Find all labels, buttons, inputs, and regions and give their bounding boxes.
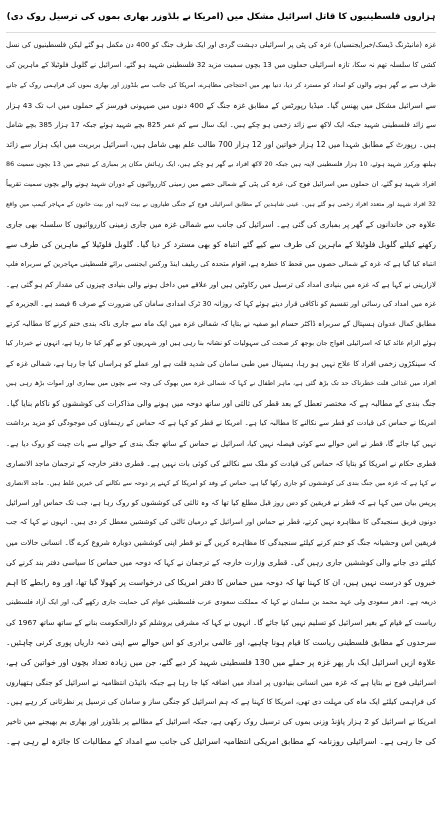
article-line: 32 افراد شہید اور متعدد افراد زخمی ہو گئے ہیں۔ عینی شاہدین کے مطابق اسرائیلی فوج کے جنگی طیاروں نے بیت لاہیہ اور بیت حانون کے مہاجر کیمپ میں واقع xyxy=(6,201,436,209)
article-headline: ہزاروں فلسطینیوں کا قاتل اسرائیل مشکل میں (امریکا نے بلڈوزر بھاری بموں کی ترسیل روک دی) xyxy=(6,2,436,33)
article-line: اسرائیلی فوج نے بتایا ہے کہ غزہ میں انسانی بنیادوں پر امداد میں اضافہ کیا جا رہا ہے جبکہ بائیڈن انتظامیہ نے اسرائیل کو جنگی ہتھیاروں xyxy=(6,677,436,687)
article-line: جنگ بندی کے مطالبہ ہے کہ مختصر تعطل کے بعد قطر کی ثالثی اور ساتھ دوحہ میں ہونے والی مذاکرات کی کوششوں کو ناکام بنایا گیا۔ xyxy=(6,399,436,409)
article-line: نہیں کیا جائے گا، قطر نے اس حوالے سے کوئی فیصلہ نہیں کیا، اسرائیل نے حماس کے ساتھ جنگ بندی کے حوالے سے بات چیت کو روک دیا ہے۔ xyxy=(6,438,436,448)
article-line: سے اسرائیل مشکل میں پھنس گیا۔ میڈیا رپورٹس کے مطابق غزہ جنگ کے 400 دنوں میں صیہونی فورسز کے حملوں میں اب تک 43 ہزار xyxy=(6,100,436,110)
article-line: خبروں کو درست نہیں ہیں، ان کا کہنا تھا کہ دوحہ میں حماس کا دفتر امریکا کی درخواست پر کھولا گیا تھا، اور وہ رابطے کا اہم xyxy=(6,578,436,588)
article-line: کشی کا سلسلہ تھم نہ سکا، تازہ اسرائیلی حملوں میں 13 بچوں سمیت مزید 32 فلسطینی شہید ہو گئے، اسرائیل نے گلوبل فلوٹیلا کے ماہرین کی xyxy=(6,60,436,69)
article-line: رکھنے کیلئے گلوبل فلوٹیلا کے ماہرین کی طرف سے کیے گئے انتباہ کو بھی مسترد کر دیا گیا۔ گلوبل فلوٹیلا کے ماہرین کی طرف سے xyxy=(6,239,436,249)
article-line: کی جا رہی ہے۔ اسرائیلی روزنامہ کے مطابق امریکی انتظامیہ اسرائیل کی جانب سے امداد کے مطالبات کا جائزہ لے رہی ہے۔ xyxy=(6,736,436,747)
article-line: سے زائد فلسطینی شہید جبکہ ایک لاکھ سے زائد زخمی ہو چکے ہیں۔ ایک سال سے کم عمر 825 بچے شہید ہوئے جبکہ 17 ہزار 385 بچے شامل xyxy=(6,120,436,129)
article-line: فریقین اس وحشیانہ جنگ کو ختم کرنے کیلئے سنجیدگی کا مظاہرہ کریں گے تو قطر اپنی کوششیں دوبارہ شروع کرے گا۔ انسانی حالات میں xyxy=(6,538,436,548)
article-line: طرف سے بے گھر ہونے والوں کو امداد کو مسترد کر دیا، دنیا بھر میں احتجاجی مظاہرے، امریکا کی جانب سے بلڈوزر اور بھاری بموں کی فراہمی روک کے جانے xyxy=(6,80,436,89)
article-line: لازارینی نے کہا ہے کہ غزہ میں بنیادی امداد کی ترسیل میں رکاوٹیں ہیں اور علاقے میں داخل ہونے والی بنیادی چیزوں کی مقدار کم ہو گئی ہے۔ xyxy=(6,279,436,289)
article-line: ہیلتھ ورکرز شہید ہوئے، 10 ہزار فلسطینی لاپتہ ہیں جبکہ 20 لاکھ افراد بے گھر ہو چکے ہیں، ایک رہائش مکان پر بمباری کے نتیجے میں 13 بچوں سمیت 86 xyxy=(6,160,436,169)
article-line: قطری حکام نے امریکا کو بتایا کہ حماس کی قیادت کو ملک سے نکالنے کی کوئی بات نہیں ہے۔ قطری دفتر خارجہ کے ترجمان ماجد الانصاری xyxy=(6,458,436,468)
article-line: علاوہ ازیں اسرائیل ایک بار پھر غزہ پر حملے میں 130 فلسطینی شہید کر دیے گئے، جن میں زیادہ تعداد بچوں اور خواتین کی ہے، xyxy=(6,657,436,667)
article-line: افراد شہید ہو گئے، ان حملوں میں اسرائیل فوج کی، غزہ کی پٹی کے شمالی حصے میں زمینی کارروائیوں کے دوران شہید ہونے والے بچوں سمیت تقریباً xyxy=(6,180,436,189)
article-line: دونوں فریق سنجیدگی کا مظاہرہ نہیں کرتے، قطر نے حماس اور اسرائیل کے درمیان ثالثی کی کوششیں معطل کر دی ہیں۔ انہوں نے کہا کہ جب xyxy=(6,518,436,527)
article-body xyxy=(6,36,436,752)
article-line: ہوئے الزام عائد کیا کہ اسرائیلی افواج جان بوجھ کر صحت کی سہولیات کو نشانہ بنا رہی ہیں اور شہریوں کو بے گھر کیا جا رہا ہے، انہوں نے خبردار کیا xyxy=(6,339,436,348)
article-line: کہ سینکڑوں زخمی افراد کا علاج نہیں ہو رہا، ہسپتال میں طبی سامان کی شدید قلت ہے اور عملے کو ہراساں کیا جا رہا ہے، شمالی غزہ کے xyxy=(6,359,436,369)
article-line: نے کہا ہے کہ غزہ میں جنگ بندی کی کوششوں کو جاری رکھا گیا ہے، حماس کے وفد کو امریکا کے کہنے پر دوحہ سے نکالنے کی خبریں غلط ہیں۔ ماجد الانصاری xyxy=(6,478,436,487)
article-line: پریس بیان میں کہا ہے کہ قطر نے فریقین کو دس روز قبل مطلع کیا تھا کہ وہ ثالثی کی کوششوں کو روک رہا ہے، جب تک حماس اور اسرائیل xyxy=(6,498,436,508)
article-line: غزہ (مانیٹرنگ ڈیسک/خبرایجنسیاں) غزہ کی پٹی پر اسرائیلی دہشت گردی اور ایک طرف جنگ کو 400 دن مکمل ہو گئے لیکن فلسطینیوں کی نسل xyxy=(6,41,436,49)
article-line: امریکا نے حماس کی قیادت کو قطر سے نکالنے کا مطالبہ کیا ہے۔ امریکا نے قطر کو کہا ہے کہ حماس کے رہنماؤں کی موجودگی کو مزید برداشت xyxy=(6,418,436,427)
article-line: ذریعہ ہے۔ ادھر سعودی ولی عہد محمد بن سلمان نے کہا کہ مملکت سعودی عرب فلسطینی عوام کی حمایت جاری رکھے گی، اور ایک آزاد فلسطینی xyxy=(6,597,436,606)
article-line: انتباہ کیا گیا ہے کہ غزہ کے شمالی حصوں میں قحط کا خطرہ ہے، اقوام متحدہ کی ریلیف اینڈ ورکس ایجنسی برائے فلسطینی مہاجرین کے سربراہ فلپ xyxy=(6,259,436,268)
article-line: کیلئے دی جانے والی کوششیں جاری رہیں گی۔ قطری وزارت خارجہ کے ترجمان نے کہا کہ دوحہ میں حماس کا سیاسی دفتر بند کرنے کی xyxy=(6,558,436,568)
article-line: امریکا نے اسرائیل کو 2 ہزار پاؤنڈ وزنی بموں کی ترسیل روک رکھی ہے، جبکہ اسرائیل کے مطالبے پر بلڈوزر اور بھاری بم بھیجنے میں تاخیر xyxy=(6,717,436,727)
article-line: سرحدوں کے مطابق فلسطینی ریاست کا قیام ہونا چاہیے، اور عالمی برادری کو اس حوالے سے اپنی ذمہ داریاں پوری کرنی چاہئیں۔ xyxy=(6,637,436,647)
article-line: ریاست کے قیام کے بغیر اسرائیل کو تسلیم نہیں کیا جائے گا۔ انہوں نے کہا کہ مشرقی یروشلم کو دارالحکومت بنانے کے ساتھ ساتھ 1967 کی xyxy=(6,617,436,627)
article-line: مطابق کمال عدوان ہسپتال کے سربراہ ڈاکٹر حسام ابو صفیہ نے بتایا کہ شمالی غزہ میں ایک ماہ سے جاری ناکہ بندی ختم کرنے کا مطالبہ کرتے xyxy=(6,319,436,329)
article-line: افراد میں غذائی قلت خطرناک حد تک بڑھ گئی ہے، ماہر اطفال نے کہا کہ شمالی غزہ میں بھوک کی وجہ سے بچوں میں بیماری اور اموات بڑھ رہی ہیں xyxy=(6,379,436,388)
article-line: علاوہ جن خاندانوں کے گھر پر بمباری کی گئی ہے۔ اسرائیل کی جانب سے شمالی غزہ میں جاری زمینی کارروائیوں کا سلسلہ بھی جاری xyxy=(6,220,436,230)
article-line: غزہ میں امداد کی رسائی اور تقسیم کو ناکافی قرار دیتے ہوئے کہا کہ روزانہ 30 ٹرک امدادی سامان کی ضرورت کے صرف 6 فیصد ہے۔ الجزیرہ کے xyxy=(6,299,436,308)
article-line: کی فراہمی کیلئے ایک ماہ کی مہلت دی تھی، امریکا کا کہنا ہے کہ ہم اسرائیل کو جنگی ساز و سامان کی ترسیل پر نظرثانی کر رہے ہیں۔ xyxy=(6,697,436,707)
article-line: ہیں۔ رپورٹ کے مطابق شہدا میں 12 ہزار خواتین اور 12 ہزار 700 طالب علم بھی شامل ہیں، اسرائیل بربریت میں ایک ہزار سے زائد xyxy=(6,140,436,150)
